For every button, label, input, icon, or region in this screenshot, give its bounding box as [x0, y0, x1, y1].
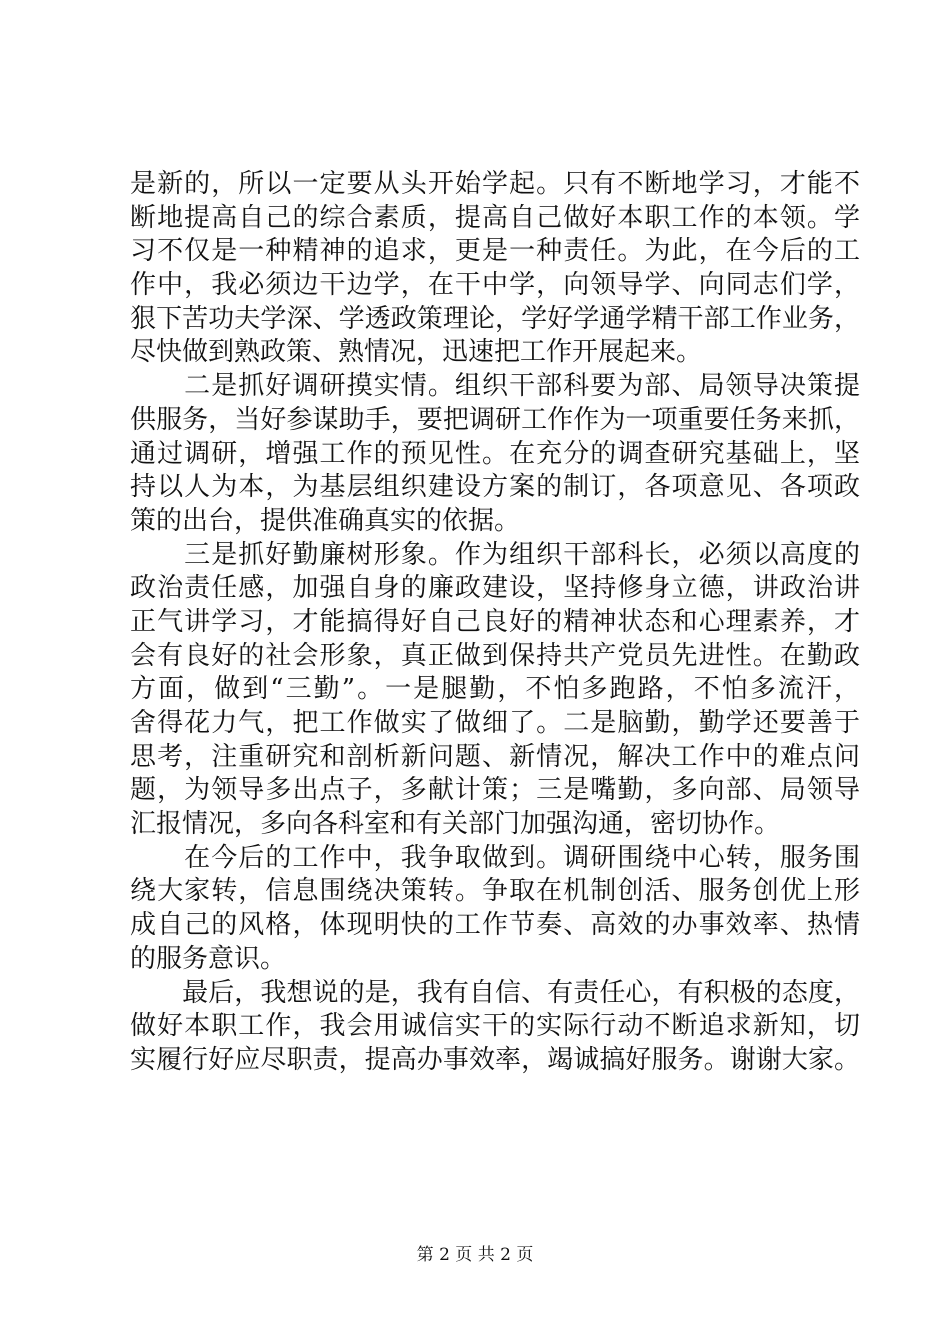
text-line: 二是抓好调研摸实情。组织干部科要为部、局领导决策提 [130, 371, 860, 402]
text-line: 是新的，所以一定要从头开始学起。只有不断地学习，才能不 [130, 169, 860, 199]
text-line: 习不仅是一种精神的追求，更是一种责任。为此，在今后的工 [130, 236, 860, 267]
text-line: 的服务意识。 [130, 943, 287, 974]
text-line: 持以人为本，为基层组织建设方案的制订，各项意见、各项政 [130, 472, 860, 503]
text-line: 作中，我必须边干边学，在干中学，向领导学、向同志们学， [130, 270, 860, 301]
text-line: 狠下苦功夫学深、学透政策理论，学好学通学精干部工作业务， [130, 303, 860, 334]
page-footer: 第 2 页 共 2 页 [416, 1245, 534, 1265]
text-line: 方面，做到“三勤”。一是腿勤，不怕多跑路，不怕多流汗， [130, 674, 860, 705]
text-line: 在今后的工作中，我争取做到。调研围绕中心转，服务围 [130, 842, 860, 873]
text-line: 尽快做到熟政策、熟情况，迅速把工作开展起来。 [130, 337, 703, 368]
text-line: 会有良好的社会形象，真正做到保持共产党员先进性。在勤政 [130, 640, 860, 671]
text-line: 汇报情况，多向各科室和有关部门加强沟通，密切协作。 [130, 809, 781, 840]
text-line: 做好本职工作，我会用诚信实干的实际行动不断追求新知，切 [130, 1011, 860, 1042]
text-line: 断地提高自己的综合素质，提高自己做好本职工作的本领。学 [130, 202, 860, 233]
text-line: 正气讲学习，才能搞得好自己良好的精神状态和心理素养，才 [130, 606, 860, 637]
text-line: 绕大家转，信息围绕决策转。争取在机制创活、服务创优上形 [130, 876, 860, 907]
text-line: 思考，注重研究和剖析新问题、新情况，解决工作中的难点问 [130, 741, 860, 772]
text-line: 通过调研，增强工作的预见性。在充分的调查研究基础上，坚 [130, 438, 860, 469]
text-line: 最后，我想说的是，我有自信、有责任心，有积极的态度， [130, 977, 860, 1008]
text-line: 策的出台，提供准确真实的依据。 [130, 505, 521, 536]
text-line: 舍得花力气，把工作做实了做细了。二是脑勤，勤学还要善于 [130, 708, 860, 738]
text-line: 题，为领导多出点子，多献计策；三是嘴勤，多向部、局领导 [130, 775, 860, 806]
text-line: 成自己的风格，体现明快的工作节奏、高效的办事效率、热情 [130, 910, 860, 941]
text-line: 三是抓好勤廉树形象。作为组织干部科长，必须以高度的 [130, 539, 860, 570]
text-line: 供服务，当好参谋助手，要把调研工作作为一项重要任务来抓， [130, 404, 860, 435]
text-line: 实履行好应尽职责，提高办事效率，竭诚搞好服务。谢谢大家。 [130, 1044, 860, 1075]
document-body [130, 168, 860, 1078]
text-line: 政治责任感，加强自身的廉政建设，坚持修身立德，讲政治讲 [130, 573, 860, 604]
